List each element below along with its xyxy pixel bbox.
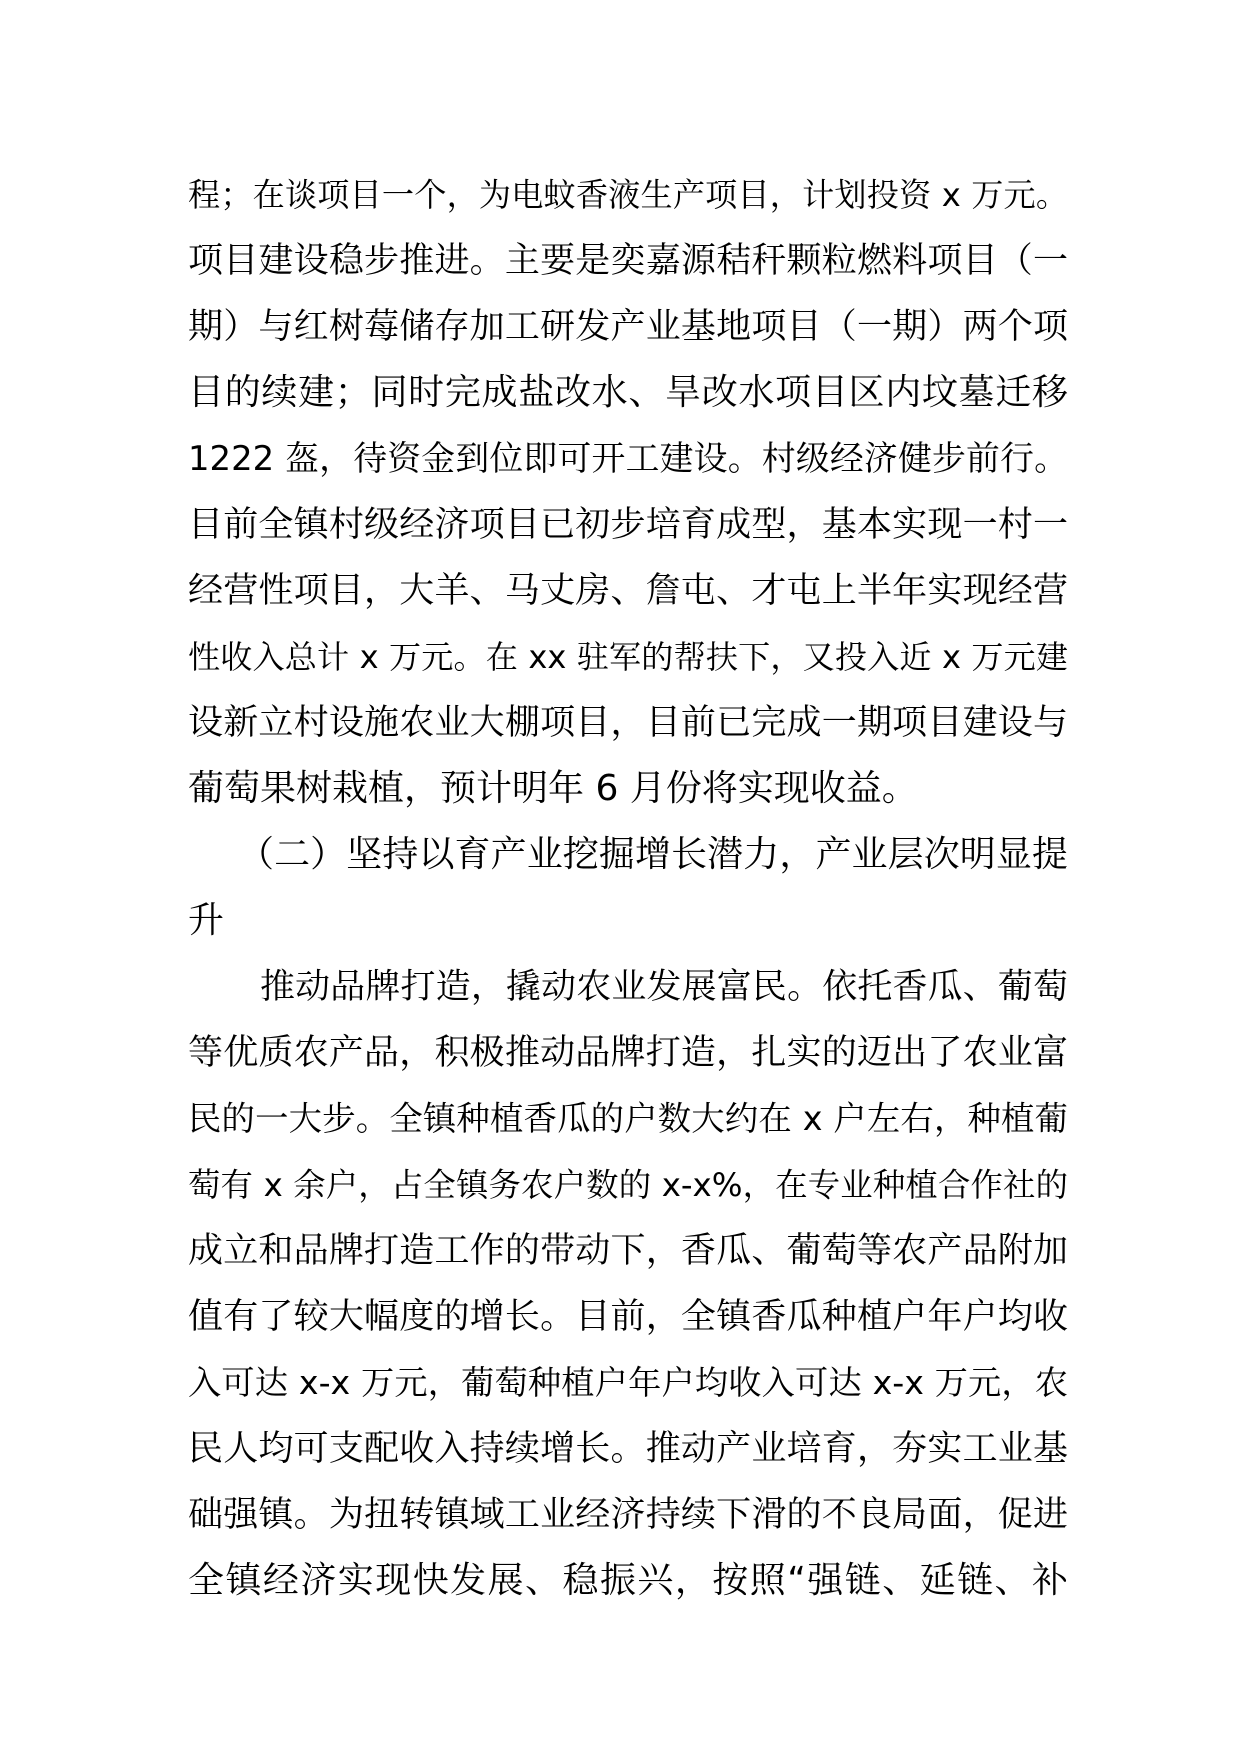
body-text xyxy=(188,162,1068,1614)
text-line: 期）与红树莓储存加工研发产业基地项目（一期）两个项 xyxy=(188,306,1068,347)
text-line: 等优质农产品，积极推动品牌打造，扎实的迈出了农业富 xyxy=(188,1032,1068,1073)
section-heading-line: （二）坚持以育产业挖掘增长潜力，产业层次明显提 xyxy=(238,834,1068,875)
section-heading-line: 升 xyxy=(188,900,225,941)
text-line: 全镇经济实现快发展、稳振兴，按照“强链、延链、补 xyxy=(188,1560,1068,1601)
text-line: 值有了较大幅度的增长。目前，全镇香瓜种植户年户均收 xyxy=(188,1296,1068,1337)
text-line: 入可达 x-x 万元，葡萄种植户年户均收入可达 x-x 万元，农 xyxy=(188,1363,1068,1402)
text-line: 础强镇。为扭转镇域工业经济持续下滑的不良局面，促进 xyxy=(188,1494,1068,1535)
text-line: 设新立村设施农业大棚项目，目前已完成一期项目建设与 xyxy=(188,702,1068,743)
text-line: 葡萄果树栽植，预计明年 6 月份将实现收益。 xyxy=(188,768,918,809)
text-line: 目前全镇村级经济项目已初步培育成型，基本实现一村一 xyxy=(188,504,1068,545)
text-line: 成立和品牌打造工作的带动下，香瓜、葡萄等农产品附加 xyxy=(188,1230,1068,1271)
text-line: 萄有 x 余户，占全镇务农户数的 x-x%，在专业种植合作社的 xyxy=(188,1166,1068,1204)
text-line: 经营性项目，大羊、马丈房、詹屯、才屯上半年实现经营 xyxy=(188,570,1068,611)
text-line: 项目建设稳步推进。主要是奕嘉源秸秆颗粒燃料项目（一 xyxy=(188,240,1068,281)
text-line: 民人均可支配收入持续增长。推动产业培育，夯实工业基 xyxy=(188,1428,1068,1469)
text-line: 目的续建；同时完成盐改水、旱改水项目区内坟墓迁移 xyxy=(188,372,1068,413)
text-line: 推动品牌打造，撬动农业发展富民。依托香瓜、葡萄 xyxy=(260,967,1068,1007)
text-line: 1222 盔，待资金到位即可开工建设。村级经济健步前行。 xyxy=(188,439,1068,478)
text-line: 性收入总计 x 万元。在 xx 驻军的帮扶下，又投入近 x 万元建 xyxy=(188,638,1068,676)
text-line: 民的一大步。全镇种植香瓜的户数大约在 x 户左右，种植葡 xyxy=(188,1099,1068,1138)
text-line: 程；在谈项目一个，为电蚊香液生产项目，计划投资 x 万元。 xyxy=(188,176,1068,214)
